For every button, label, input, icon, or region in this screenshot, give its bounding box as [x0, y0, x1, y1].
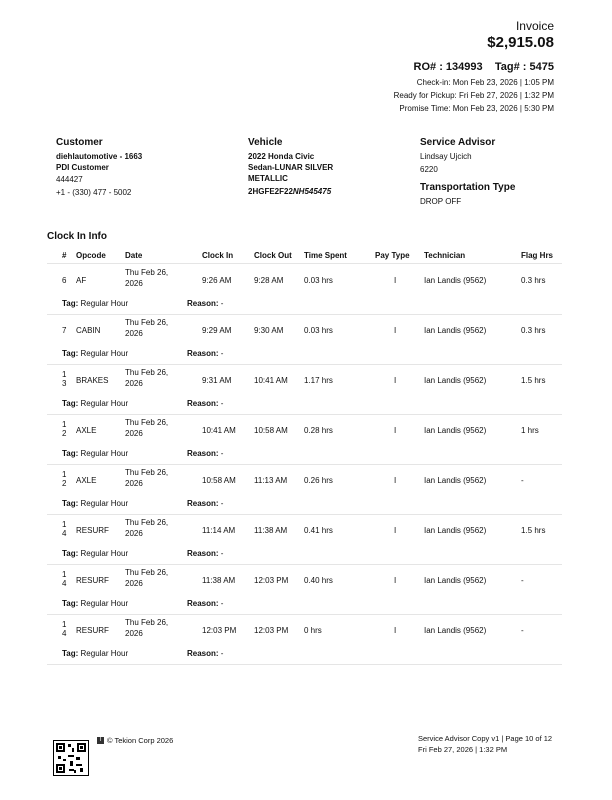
footer-copy-info: Service Advisor Copy v1 | Page 10 of 12: [418, 734, 553, 743]
qr-code-icon: [53, 740, 89, 776]
row-tag-value: Regular Hour: [80, 299, 129, 308]
row-clock-in: 9:29 AM: [202, 326, 232, 335]
service-advisor-name: Lindsay Ujcich: [420, 152, 472, 161]
ro-number: 134993: [445, 61, 483, 73]
row-num-line1: 1: [62, 620, 67, 629]
row-clock-in: 10:58 AM: [202, 476, 236, 485]
row-reason-value: -: [220, 499, 224, 508]
table-row: [47, 515, 562, 565]
row-time-spent: 0.26 hrs: [304, 476, 333, 485]
row-num-line1: 1: [62, 420, 67, 429]
vin-prefix: 2HGFE2F22: [248, 187, 293, 196]
row-technician: Ian Landis (9562): [424, 276, 487, 285]
row-reason: [187, 299, 223, 308]
clock-in-title: Clock In Info: [47, 231, 107, 242]
row-tag-label: Tag:: [62, 549, 79, 558]
ro-label: RO#: [413, 61, 437, 73]
row-num-line1: 1: [62, 520, 67, 529]
row-time-spent: 0.41 hrs: [304, 526, 333, 535]
row-clock-out: 9:30 AM: [254, 326, 284, 335]
row-time-spent: 0 hrs: [304, 626, 322, 635]
row-reason-value: -: [220, 649, 224, 658]
table-row: [47, 265, 562, 315]
row-reason-value: -: [220, 299, 224, 308]
row-tag-label: Tag:: [62, 649, 79, 658]
service-advisor-id: 6220: [420, 165, 438, 174]
vehicle-vin: [248, 186, 333, 197]
row-clock-out: 10:41 AM: [254, 376, 288, 385]
table-row: [47, 615, 562, 665]
row-reason: [187, 349, 223, 358]
row-clock-in: 10:41 AM: [202, 426, 236, 435]
row-clock-in: 11:38 AM: [202, 576, 236, 585]
row-time-spent: 0.28 hrs: [304, 426, 333, 435]
row-flag-hrs: 0.3 hrs: [521, 326, 546, 335]
row-reason: [187, 649, 223, 658]
row-tag: [62, 449, 128, 458]
footer-printed: Fri Feb 27, 2026 | 1:32 PM: [418, 745, 508, 754]
row-tag-value: Regular Hour: [80, 549, 129, 558]
row-pay-type: I: [394, 626, 397, 635]
row-flag-hrs: 1 hrs: [521, 426, 539, 435]
row-time-spent: 0.40 hrs: [304, 576, 333, 585]
row-num-line2: 4: [62, 529, 67, 538]
col-clock-out: Clock Out: [254, 251, 292, 260]
service-advisor-heading: Service Advisor: [420, 137, 496, 148]
row-reason-value: -: [220, 449, 224, 458]
row-reason: [187, 399, 223, 408]
table-row: [47, 415, 562, 465]
row-tag: [62, 549, 128, 558]
row-clock-in: 11:14 AM: [202, 526, 236, 535]
table-row: [47, 565, 562, 615]
col-date: Date: [125, 251, 143, 260]
row-reason-label: Reason:: [187, 399, 219, 408]
row-pay-type: I: [394, 526, 397, 535]
row-tag-value: Regular Hour: [80, 349, 129, 358]
col-num: #: [62, 251, 67, 260]
row-date-line1: Thu Feb 26,: [125, 468, 169, 477]
ready-for-pickup-time: Ready for Pickup: Fri Feb 27, 2026 | 1:32 PM: [393, 91, 554, 100]
row-reason: [187, 449, 223, 458]
row-opcode: CABIN: [76, 326, 101, 335]
row-technician: Ian Landis (9562): [424, 376, 487, 385]
row-pay-type: I: [394, 326, 397, 335]
row-opcode: RESURF: [76, 526, 109, 535]
row-tag: [62, 399, 128, 408]
row-num-line1: 1: [62, 470, 67, 479]
row-date-line2: 2026: [125, 279, 143, 288]
row-num-line2: 2: [62, 429, 67, 438]
row-date-line1: Thu Feb 26,: [125, 568, 169, 577]
row-reason: [187, 499, 223, 508]
col-opcode: Opcode: [76, 251, 106, 260]
row-tag: [62, 499, 128, 508]
col-pay-type: Pay Type: [375, 251, 410, 260]
col-flag-hrs: Flag Hrs: [521, 251, 554, 260]
row-tag-label: Tag:: [62, 599, 79, 608]
invoice-title: Invoice: [515, 19, 554, 33]
tag-number: 5475: [529, 61, 554, 73]
row-date-line2: 2026: [125, 529, 143, 538]
row-pay-type: I: [394, 376, 397, 385]
row-date-line1: Thu Feb 26,: [125, 618, 169, 627]
row-date-line1: Thu Feb 26,: [125, 418, 169, 427]
row-num: 7: [62, 326, 67, 335]
row-opcode: AXLE: [76, 426, 97, 435]
row-num-line2: 4: [62, 629, 67, 638]
row-reason-value: -: [220, 549, 224, 558]
vehicle-model: 2022 Honda Civic: [248, 152, 315, 161]
row-tag: [62, 599, 128, 608]
row-num-line2: 3: [62, 379, 67, 388]
customer-phone: +1 - (330) 477 - 5002: [56, 188, 132, 197]
row-flag-hrs: -: [521, 576, 524, 585]
check-in-time: Check-in: Mon Feb 23, 2026 | 1:05 PM: [416, 78, 554, 87]
row-reason-value: -: [220, 349, 224, 358]
row-clock-out: 11:13 AM: [254, 476, 288, 485]
row-opcode: RESURF: [76, 576, 109, 585]
row-clock-out: 12:03 PM: [254, 626, 289, 635]
row-date-line2: 2026: [125, 329, 143, 338]
row-opcode: RESURF: [76, 626, 109, 635]
row-time-spent: 0.03 hrs: [304, 276, 333, 285]
row-tag: [62, 349, 128, 358]
row-reason: [187, 549, 223, 558]
row-date-line1: Thu Feb 26,: [125, 518, 169, 527]
row-tag-value: Regular Hour: [80, 649, 129, 658]
row-tag-label: Tag:: [62, 399, 79, 408]
row-reason-value: -: [220, 599, 224, 608]
col-technician: Technician: [424, 251, 466, 260]
vehicle-color: METALLIC: [248, 174, 288, 183]
row-divider: [47, 664, 562, 665]
row-reason: [187, 599, 223, 608]
row-opcode: AXLE: [76, 476, 97, 485]
row-technician: Ian Landis (9562): [424, 626, 487, 635]
table-row: [47, 365, 562, 415]
col-clock-in: Clock In: [202, 251, 234, 260]
row-tag-value: Regular Hour: [80, 449, 129, 458]
vehicle-section: [248, 137, 333, 197]
row-tag-value: Regular Hour: [80, 599, 129, 608]
row-technician: Ian Landis (9562): [424, 426, 487, 435]
service-advisor-section: [420, 137, 515, 207]
row-pay-type: I: [394, 426, 397, 435]
row-flag-hrs: 0.3 hrs: [521, 276, 546, 285]
row-flag-hrs: -: [521, 476, 524, 485]
row-date-line1: Thu Feb 26,: [125, 318, 169, 327]
table-row: [47, 315, 562, 365]
vin-suffix: NH545475: [292, 187, 332, 196]
row-date-line1: Thu Feb 26,: [125, 268, 169, 277]
row-reason-label: Reason:: [187, 599, 219, 608]
row-num-line1: 1: [62, 570, 67, 579]
row-date-line2: 2026: [125, 429, 143, 438]
row-tag-label: Tag:: [62, 449, 79, 458]
row-reason-label: Reason:: [187, 299, 219, 308]
row-flag-hrs: -: [521, 626, 524, 635]
customer-heading: Customer: [56, 137, 103, 148]
row-flag-hrs: 1.5 hrs: [521, 526, 546, 535]
row-date-line2: 2026: [125, 629, 143, 638]
row-clock-out: 12:03 PM: [254, 576, 289, 585]
row-num-line2: 4: [62, 579, 67, 588]
row-clock-in: 12:03 PM: [202, 626, 237, 635]
table-row: [47, 465, 562, 515]
row-pay-type: I: [394, 276, 397, 285]
row-tag-label: Tag:: [62, 499, 79, 508]
row-tag: [62, 299, 128, 308]
row-num-line2: 2: [62, 479, 67, 488]
row-flag-hrs: 1.5 hrs: [521, 376, 546, 385]
row-tag-value: Regular Hour: [80, 399, 129, 408]
col-time-spent: Time Spent: [304, 251, 347, 260]
row-technician: Ian Landis (9562): [424, 476, 487, 485]
row-clock-out: 10:58 AM: [254, 426, 288, 435]
row-time-spent: 1.17 hrs: [304, 376, 333, 385]
row-reason-label: Reason:: [187, 449, 219, 458]
tekion-logo-icon: T: [98, 737, 103, 743]
promise-time: Promise Time: Mon Feb 23, 2026 | 5:30 PM: [399, 104, 554, 113]
row-clock-out: 11:38 AM: [254, 526, 288, 535]
ro-tag-line: RO# : 134993 Tag# : 5475: [413, 61, 554, 73]
row-pay-type: I: [394, 476, 397, 485]
row-clock-in: 9:31 AM: [202, 376, 232, 385]
row-technician: Ian Landis (9562): [424, 526, 487, 535]
row-reason-label: Reason:: [187, 549, 219, 558]
row-date-line2: 2026: [125, 379, 143, 388]
row-opcode: AF: [76, 276, 87, 285]
header-divider: [47, 263, 562, 264]
row-technician: Ian Landis (9562): [424, 576, 487, 585]
row-reason-value: -: [220, 399, 224, 408]
row-pay-type: I: [394, 576, 397, 585]
row-clock-in: 9:26 AM: [202, 276, 232, 285]
row-num-line1: 1: [62, 370, 67, 379]
row-clock-out: 9:28 AM: [254, 276, 284, 285]
row-date-line2: 2026: [125, 579, 143, 588]
row-technician: Ian Landis (9562): [424, 326, 487, 335]
row-date-line2: 2026: [125, 479, 143, 488]
vehicle-trim: Sedan-LUNAR SILVER: [248, 163, 334, 172]
row-tag-label: Tag:: [62, 299, 79, 308]
customer-name: diehlautomotive - 1663: [56, 152, 143, 161]
row-tag-value: Regular Hour: [80, 499, 129, 508]
row-reason-label: Reason:: [187, 649, 219, 658]
row-num: 6: [62, 276, 67, 285]
customer-section: [56, 137, 142, 198]
customer-type: PDI Customer: [56, 163, 109, 172]
row-opcode: BRAKES: [76, 376, 109, 385]
transport-heading: Transportation Type: [420, 182, 516, 193]
row-time-spent: 0.03 hrs: [304, 326, 333, 335]
row-tag-label: Tag:: [62, 349, 79, 358]
row-reason-label: Reason:: [187, 499, 219, 508]
transport-value: DROP OFF: [420, 197, 462, 206]
row-reason-label: Reason:: [187, 349, 219, 358]
customer-id: 444427: [56, 175, 83, 184]
invoice-amount: $2,915.08: [487, 34, 554, 51]
tag-label: Tag#: [494, 61, 520, 73]
row-tag: [62, 649, 128, 658]
footer-copyright: © Tekion Corp 2026: [107, 736, 174, 745]
vehicle-heading: Vehicle: [248, 137, 283, 148]
row-date-line1: Thu Feb 26,: [125, 368, 169, 377]
